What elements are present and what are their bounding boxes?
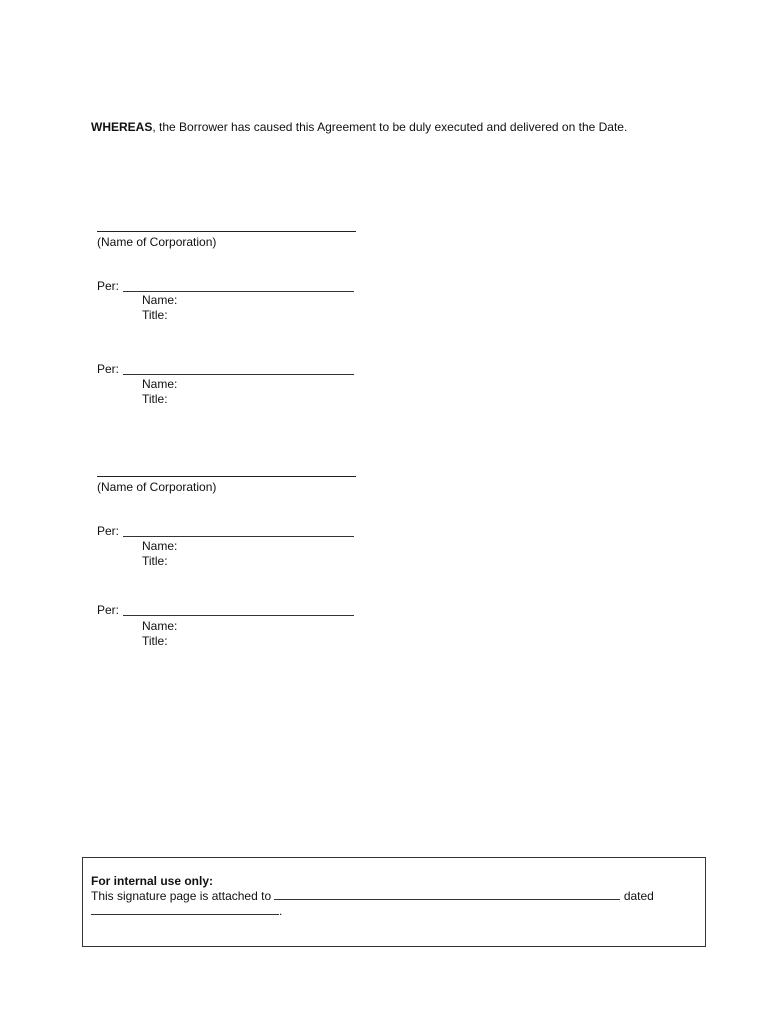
date-line	[91, 904, 282, 918]
attached-to-line	[91, 889, 654, 903]
per-signature-line[interactable]	[123, 291, 354, 292]
recital-paragraph	[91, 120, 627, 134]
attached-to-text: This signature page is attached to	[91, 889, 272, 903]
date-blank[interactable]	[91, 904, 279, 915]
corporation-name-line[interactable]	[97, 231, 356, 232]
date-end-punct: .	[279, 904, 283, 918]
recital-lead: WHEREAS	[91, 120, 153, 134]
title-label: Title:	[142, 634, 168, 648]
per-signature-line[interactable]	[123, 536, 354, 537]
per-signature-line[interactable]	[123, 374, 354, 375]
title-label: Title:	[142, 392, 168, 406]
name-label: Name:	[142, 539, 178, 553]
per-label: Per:	[97, 362, 120, 376]
recital-text: , the Borrower has caused this Agreement to be duly executed and delivered on the Date.	[152, 120, 628, 134]
name-label: Name:	[142, 377, 178, 391]
title-label: Title:	[142, 554, 168, 568]
internal-use-box	[82, 857, 706, 947]
agreement-name-blank[interactable]	[274, 889, 620, 900]
per-label: Per:	[97, 524, 120, 538]
per-label: Per:	[97, 603, 120, 617]
internal-use-heading: For internal use only:	[91, 874, 214, 888]
corporation-name-label: (Name of Corporation)	[97, 235, 217, 249]
corporation-name-label: (Name of Corporation)	[97, 480, 217, 494]
name-label: Name:	[142, 619, 178, 633]
dated-text: dated	[623, 889, 654, 903]
title-label: Title:	[142, 308, 168, 322]
name-label: Name:	[142, 293, 178, 307]
per-signature-line[interactable]	[123, 615, 354, 616]
per-label: Per:	[97, 279, 120, 293]
corporation-name-line[interactable]	[97, 476, 356, 477]
